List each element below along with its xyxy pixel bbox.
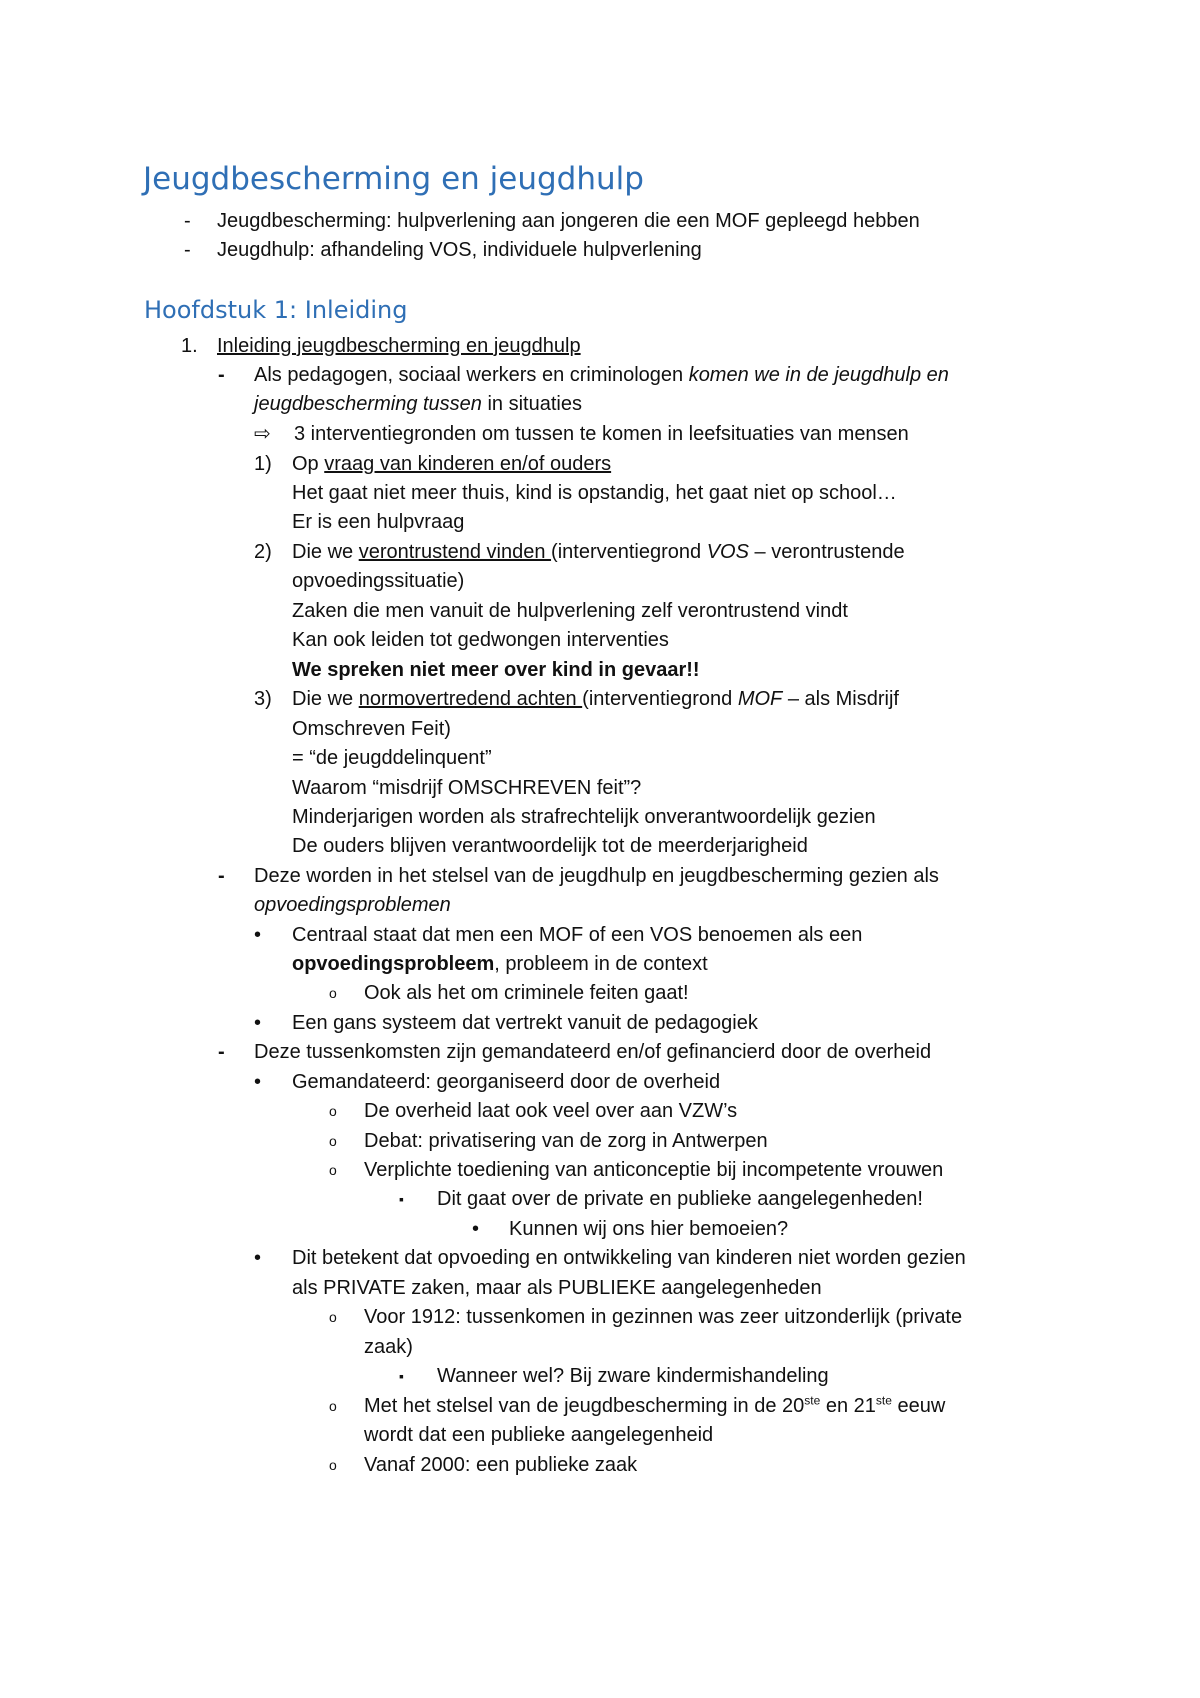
circle-marker: o bbox=[329, 1133, 337, 1149]
section-title: Inleiding jeugdbescherming en jeugdhulp bbox=[217, 335, 581, 357]
emphasis-text: jeugdbescherming tussen bbox=[254, 393, 482, 415]
bullet-item-continued bbox=[292, 951, 708, 977]
square-item: Dit gaat over de private en publieke aangelegenheden! bbox=[437, 1188, 923, 1210]
underlined-text: normovertredend achten bbox=[358, 688, 583, 710]
superscript: ste bbox=[804, 1393, 821, 1408]
paragraph-text: Op bbox=[292, 453, 325, 475]
dash-marker: - bbox=[184, 210, 191, 232]
ground-2-title bbox=[292, 539, 905, 565]
circle-item-continued: zaak) bbox=[364, 1336, 413, 1358]
ground-3-line: Omschreven Feit) bbox=[292, 718, 451, 740]
dash-marker: - bbox=[218, 364, 225, 386]
bullet-marker: • bbox=[472, 1218, 480, 1240]
circle-marker: o bbox=[329, 1162, 337, 1178]
ground-2-line: opvoedingssituatie) bbox=[292, 570, 465, 592]
intro-item-jeugdhulp: Jeugdhulp: afhandeling VOS, individuele hulpverlening bbox=[217, 239, 702, 261]
document-title: Jeugdbescherming en jeugdhulp bbox=[143, 161, 644, 197]
paragraph-text: – als Misdrijf bbox=[782, 688, 899, 710]
circle-item-continued: wordt dat een publieke aangelegenheid bbox=[364, 1424, 714, 1446]
circle-item: Vanaf 2000: een publieke zaak bbox=[364, 1454, 638, 1476]
circle-marker: o bbox=[329, 1103, 337, 1119]
paragraph-text: Die we bbox=[292, 541, 359, 563]
paragraph-text: (interventiegrond bbox=[551, 541, 707, 563]
emphasis-text: VOS bbox=[706, 541, 749, 563]
circle-marker: o bbox=[329, 1457, 337, 1473]
intro-item-jeugdbescherming: Jeugdbescherming: hulpverlening aan jongeren die een MOF gepleegd hebben bbox=[217, 210, 920, 232]
section-number: 1. bbox=[181, 335, 198, 357]
bullet-item-continued: als PRIVATE zaken, maar als PUBLIEKE aangelegenheden bbox=[292, 1277, 822, 1299]
arrow-icon: ⇨ bbox=[254, 423, 271, 445]
emphasis-text: komen we in de jeugdhulp en bbox=[688, 364, 949, 386]
list-number: 3) bbox=[254, 688, 272, 710]
paragraph-line: Deze tussenkomsten zijn gemandateerd en/of gefinancierd door de overheid bbox=[254, 1041, 932, 1063]
circle-item: Verplichte toediening van anticonceptie bij incompetente vrouwen bbox=[364, 1159, 944, 1181]
paragraph-text: Met het stelsel van de jeugdbescherming in de 20 bbox=[364, 1395, 805, 1417]
bullet-marker: • bbox=[254, 1071, 262, 1093]
underlined-text: vraag van kinderen en/of ouders bbox=[324, 453, 612, 475]
bullet-item: Centraal staat dat men een MOF of een VOS benoemen als een bbox=[292, 924, 863, 946]
paragraph-text: (interventiegrond bbox=[582, 688, 738, 710]
ground-3-line: = “de jeugddelinquent” bbox=[292, 747, 492, 769]
ground-3-title bbox=[292, 686, 899, 712]
circle-item: Voor 1912: tussenkomen in gezinnen was zeer uitzonderlijk (private bbox=[364, 1306, 963, 1328]
underlined-text: verontrustend vinden bbox=[358, 541, 552, 563]
paragraph-text: Die we bbox=[292, 688, 359, 710]
square-marker: ▪ bbox=[399, 1368, 404, 1384]
paragraph-line bbox=[254, 391, 582, 417]
paragraph-line: opvoedingsproblemen bbox=[254, 894, 451, 916]
paragraph-text: in situaties bbox=[481, 393, 582, 415]
paragraph-text: Als pedagogen, sociaal werkers en criminologen bbox=[254, 364, 689, 386]
list-number: 1) bbox=[254, 453, 272, 475]
bold-text: opvoedingsprobleem bbox=[292, 953, 495, 975]
bullet-item: Gemandateerd: georganiseerd door de overheid bbox=[292, 1071, 721, 1093]
circle-marker: o bbox=[329, 1309, 337, 1325]
paragraph-line bbox=[254, 362, 949, 388]
circle-item: De overheid laat ook veel over aan VZW’s bbox=[364, 1100, 738, 1122]
ground-3-line: De ouders blijven verantwoordelijk tot de meerderjarigheid bbox=[292, 835, 808, 857]
circle-marker: o bbox=[329, 985, 337, 1001]
bullet-marker: • bbox=[254, 1247, 262, 1269]
dash-marker: - bbox=[218, 865, 225, 887]
square-item: Wanneer wel? Bij zware kindermishandeling bbox=[437, 1365, 829, 1387]
chapter-heading: Hoofdstuk 1: Inleiding bbox=[144, 296, 408, 324]
circle-item: Debat: privatisering van de zorg in Antwerpen bbox=[364, 1130, 768, 1152]
list-number: 2) bbox=[254, 541, 272, 563]
emphasis-text: MOF bbox=[737, 688, 783, 710]
ground-3-line: Waarom “misdrijf OMSCHREVEN feit”? bbox=[292, 777, 642, 799]
ground-2-line: Kan ook leiden tot gedwongen interventies bbox=[292, 629, 669, 651]
paragraph-text: – verontrustende bbox=[748, 541, 905, 563]
dash-marker: - bbox=[184, 239, 191, 261]
bullet-marker: • bbox=[254, 1012, 262, 1034]
ground-2-line: We spreken niet meer over kind in gevaar!! bbox=[292, 659, 700, 681]
superscript: ste bbox=[875, 1393, 892, 1408]
ground-3-line: Minderjarigen worden als strafrechtelijk onverantwoordelijk gezien bbox=[292, 806, 876, 828]
ground-1-line: Het gaat niet meer thuis, kind is opstandig, het gaat niet op school… bbox=[292, 482, 897, 504]
bullet-marker: • bbox=[254, 924, 262, 946]
dash-marker: - bbox=[218, 1041, 225, 1063]
paragraph-line: Deze worden in het stelsel van de jeugdhulp en jeugdbescherming gezien als bbox=[254, 865, 939, 887]
ground-1-title bbox=[292, 451, 611, 477]
square-marker: ▪ bbox=[399, 1191, 404, 1207]
ground-2-line: Zaken die men vanuit de hulpverlening zelf verontrustend vindt bbox=[292, 600, 848, 622]
paragraph-text: eeuw bbox=[891, 1395, 946, 1417]
arrow-item: 3 interventiegronden om tussen te komen in leefsituaties van mensen bbox=[294, 423, 909, 445]
bullet-item: Dit betekent dat opvoeding en ontwikkeling van kinderen niet worden gezien bbox=[292, 1247, 966, 1269]
circle-item: Ook als het om criminele feiten gaat! bbox=[364, 982, 689, 1004]
circle-item bbox=[364, 1393, 945, 1419]
paragraph-text: en 21 bbox=[820, 1395, 876, 1417]
bullet-item: Een gans systeem dat vertrekt vanuit de pedagogiek bbox=[292, 1012, 758, 1034]
ground-1-line: Er is een hulpvraag bbox=[292, 511, 465, 533]
bullet-item: Kunnen wij ons hier bemoeien? bbox=[509, 1218, 789, 1240]
circle-marker: o bbox=[329, 1398, 337, 1414]
paragraph-text: , probleem in de context bbox=[494, 953, 708, 975]
